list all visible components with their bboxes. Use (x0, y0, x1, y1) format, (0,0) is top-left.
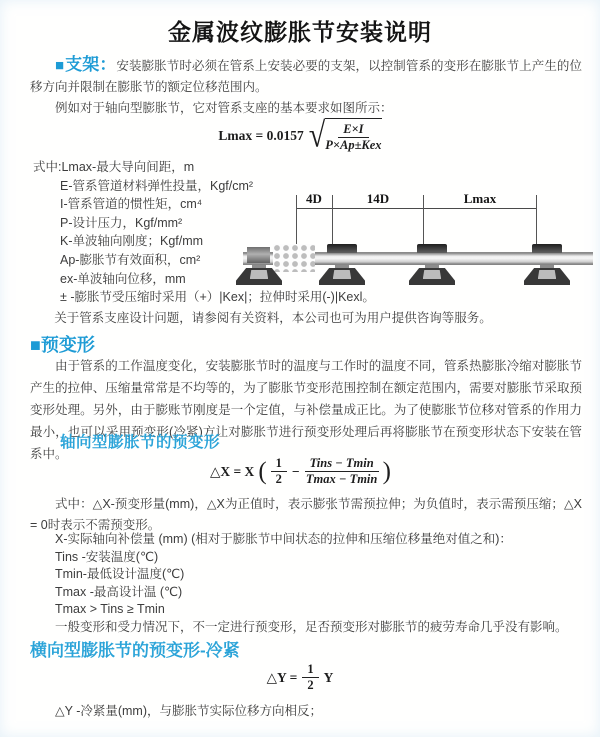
formula-lmax (0, 115, 600, 155)
axial-line: Tmin-最低设计温度(℃) (55, 567, 185, 582)
formula-lmax-radicand (325, 118, 381, 153)
formula-dy-lhs: △Y = (266, 669, 298, 685)
definition-line: ex-单波轴向位移，mm (60, 271, 186, 286)
definition-line: I-管系管道的惯性矩，cm⁴ (60, 197, 203, 212)
formula-lmax-fraction (325, 122, 381, 153)
temp-fraction-denominator: Tmax − Tmin (305, 472, 378, 486)
open-paren: ( (258, 458, 267, 485)
lateral-note-line: △Y -冷紧量(mm)，与膨胀节实际位移方向相反； (55, 704, 323, 718)
formula-lmax-numerator: E×I (338, 122, 368, 138)
axial-line: Tins -安装温度(℃) (55, 549, 159, 564)
pipe-support-pedestal (409, 268, 455, 285)
pipe-support-pedestal (236, 268, 282, 285)
temp-fraction-numerator: Tins − Tmin (305, 456, 379, 472)
page-title: 金属波纹膨胀节安装说明 (168, 19, 432, 45)
half-denominator: 2 (275, 472, 282, 486)
half-fraction (271, 456, 287, 487)
section-heading-predeform (30, 331, 95, 357)
half-denominator: 2 (307, 678, 314, 692)
heading-axial-predeform: 轴向型膨胀节的预变形 (60, 434, 221, 451)
guide-support-cap (327, 244, 357, 253)
guide-support-cap (532, 244, 562, 253)
definition-line: 式中:Lmax-最大导向间距，m (33, 160, 195, 174)
guide-support-cap (417, 244, 447, 253)
dim-label-4d: 4D (303, 192, 325, 205)
dim-label-14d: 14D (364, 192, 392, 205)
close-paren: ) (382, 458, 391, 485)
definition-line-plusminus: ± -膨胀节受压缩时采用（+）|Kex|；拉伸时采用(-)|Kexl。 (60, 290, 375, 305)
support-example-line: 例如对于轴向型膨胀节，它对管系支座的基本要求如图所示： (55, 101, 393, 115)
sqrt-radical-icon: √ (308, 115, 326, 155)
heading-lateral-predeform: 横向型膨胀节的预变形-冷紧 (30, 641, 240, 660)
anchor-block (247, 247, 270, 263)
support-intro-text: 安装膨胀节时必须在管系上安装必要的支架，以控制管系的变形在膨胀节上产生的位移方向并限制在膨胀节的额定位移范围内。 (30, 59, 583, 94)
definition-line: K-单波轴向刚度；Kgf/mm (60, 234, 204, 249)
minus-sign: − (291, 463, 300, 479)
support-spacing-diagram (243, 192, 597, 292)
half-numerator: 1 (302, 662, 318, 678)
pipe-support-pedestal (319, 268, 365, 285)
predeform-heading-label: 预变形 (40, 335, 95, 355)
formula-dy-rhs: Y (323, 669, 334, 685)
axial-explain-paragraph: 式中：△X-预变形量(mm)，△X为正值时，表示膨张节需预拉伸；为负值时，表示需预压缩；△X = 0时表示不需预变形。 (30, 497, 582, 532)
formula-lmax-lhs: Lmax = 0.0157 (218, 127, 304, 143)
dim-label-lmax: Lmax (461, 192, 500, 205)
definition-line: P-设计压力，Kgf/mm² (60, 215, 183, 230)
formula-delta-y (0, 662, 600, 693)
formula-dx-lhs: △X = X (209, 463, 255, 479)
square-bullet-icon: ■ (30, 335, 41, 355)
support-closing-note: 关于管系支座设计问题，请参阅有关资料，本公司也可为用户提供咨询等服务。 (54, 310, 492, 325)
half-numerator: 1 (271, 456, 287, 472)
formula-lmax-denominator: P×Ap±Kex (325, 138, 382, 152)
axial-line: X-实际轴向补偿量 (mm) (相对于膨胀节中间状态的拉伸和压缩位移量绝对值之和)： (55, 532, 512, 546)
section-heading-support (55, 55, 116, 74)
axial-note-line: 一般变形和受力情况下，不一定进行预变形，足否预变形对膨胀节的疲劳寿命几乎没有影响。 (55, 619, 568, 634)
predeform-paragraph: 由于管系的工作温度变化，安装膨胀节时的温度与工作时的温度不同，管系热膨胀冷缩对膨胀节产生的拉伸、压缩量常常是不均等的，为了膨胀节变形范围控制在额定范围内，需要对膨胀节采取预变形处理。另外，由于膨账节刚度是一个定值，与补偿量成正比。为了使膨胀节位移对管系的作用力最小，也可以采用预变形(冷紧)方让对膨胀节进行预变形处理后再将膨胀节在预变形状态下安装在管系中。 (30, 359, 582, 461)
axial-line: Tmax -最高设计温 (℃) (55, 584, 183, 599)
definition-line: Ap-膨胀节有效面积，cm² (60, 252, 201, 267)
temperature-fraction (305, 456, 379, 487)
pipe-support-pedestal (524, 268, 570, 285)
support-heading-label: 支架： (65, 55, 117, 74)
support-intro-paragraph (30, 54, 582, 98)
axial-line: Tmax > Tins ≥ Tmin (55, 602, 165, 617)
axial-variable-lines (30, 531, 582, 637)
half-fraction (302, 662, 318, 693)
formula-delta-x (0, 456, 600, 487)
definition-line: E-管系管道材料弹性投量，Kgf/cm² (60, 178, 254, 193)
square-bullet-icon: ■ (55, 57, 65, 74)
